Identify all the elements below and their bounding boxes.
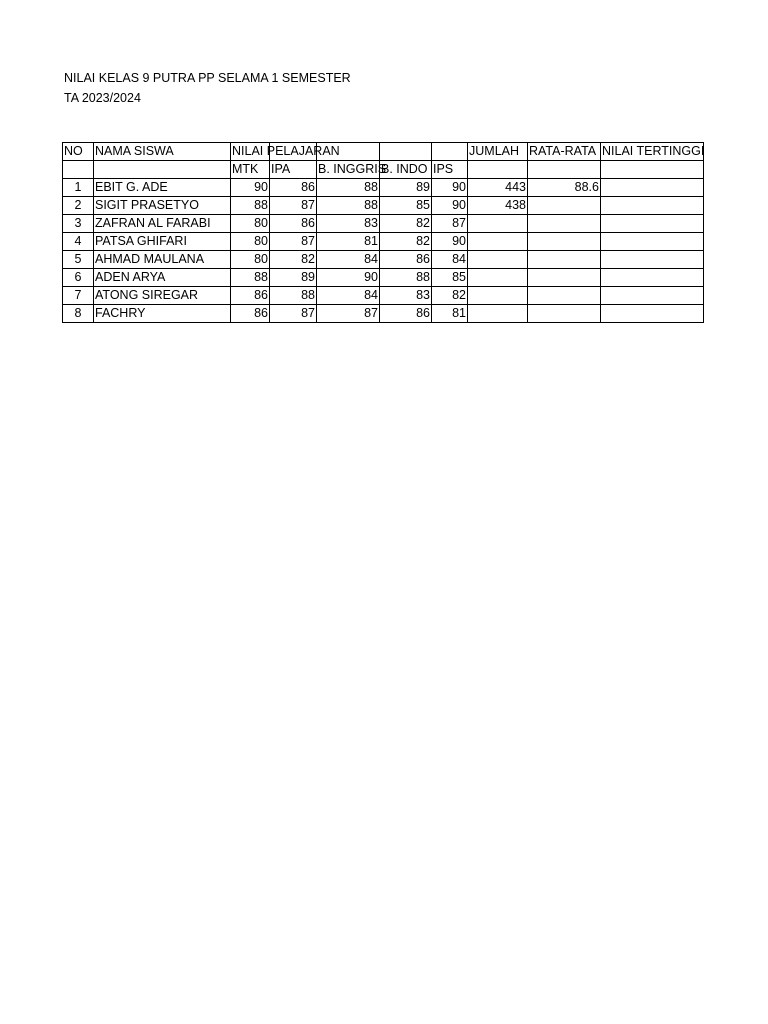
cell-student-name: AHMAD MAULANA [94, 251, 231, 269]
cell-score-ips: 85 [432, 269, 468, 287]
cell-score-b-inggris: 88 [317, 197, 380, 215]
cell-score-b-indo: 86 [380, 251, 432, 269]
cell-score-ips: 82 [432, 287, 468, 305]
cell-score-ips: 87 [432, 215, 468, 233]
header-nilai-tertinggi: NILAI TERTINGGI [601, 143, 704, 161]
cell-score-mtk: 86 [231, 305, 270, 323]
cell-score-b-indo: 86 [380, 305, 432, 323]
cell-jumlah [468, 287, 528, 305]
header-empty-cell [380, 143, 432, 161]
table-row [63, 305, 704, 323]
cell-jumlah [468, 305, 528, 323]
cell-score-b-inggris: 84 [317, 251, 380, 269]
cell-rata-rata [528, 233, 601, 251]
cell-score-b-inggris: 81 [317, 233, 380, 251]
cell-jumlah: 438 [468, 197, 528, 215]
cell-score-b-indo: 83 [380, 287, 432, 305]
cell-score-ips: 90 [432, 197, 468, 215]
cell-score-b-inggris: 88 [317, 179, 380, 197]
cell-score-ips: 81 [432, 305, 468, 323]
header-no: NO [63, 143, 94, 161]
subheader-row [63, 161, 704, 179]
cell-student-name: EBIT G. ADE [94, 179, 231, 197]
subheader-empty-cell [94, 161, 231, 179]
cell-score-ips: 84 [432, 251, 468, 269]
subheader-subject: MTK [231, 161, 270, 179]
cell-jumlah [468, 269, 528, 287]
document-subtitle: TA 2023/2024 [64, 91, 141, 105]
cell-student-name: FACHRY [94, 305, 231, 323]
subheader-empty-cell [528, 161, 601, 179]
cell-score-ipa: 87 [270, 197, 317, 215]
subheader-subject: B. INDO [380, 161, 432, 179]
cell-score-mtk: 88 [231, 197, 270, 215]
cell-no: 6 [63, 269, 94, 287]
cell-jumlah [468, 215, 528, 233]
cell-no: 3 [63, 215, 94, 233]
cell-score-b-inggris: 90 [317, 269, 380, 287]
document-title: NILAI KELAS 9 PUTRA PP SELAMA 1 SEMESTER [64, 71, 351, 85]
cell-nilai-tertinggi [601, 215, 704, 233]
cell-student-name: ADEN ARYA [94, 269, 231, 287]
cell-score-b-indo: 85 [380, 197, 432, 215]
cell-nilai-tertinggi [601, 251, 704, 269]
cell-no: 4 [63, 233, 94, 251]
cell-score-ipa: 87 [270, 305, 317, 323]
cell-no: 1 [63, 179, 94, 197]
cell-nilai-tertinggi [601, 197, 704, 215]
cell-rata-rata [528, 287, 601, 305]
table-row [63, 233, 704, 251]
header-name: NAMA SISWA [94, 143, 231, 161]
table-row [63, 215, 704, 233]
header-subjects-group-label: NILAI PELAJARAN [232, 144, 340, 158]
header-empty-cell [432, 143, 468, 161]
cell-rata-rata: 88.6 [528, 179, 601, 197]
cell-student-name: PATSA GHIFARI [94, 233, 231, 251]
subheader-subject: IPA [270, 161, 317, 179]
cell-nilai-tertinggi [601, 269, 704, 287]
cell-score-mtk: 80 [231, 251, 270, 269]
cell-nilai-tertinggi [601, 287, 704, 305]
cell-score-ips: 90 [432, 233, 468, 251]
header-subjects-group [231, 143, 340, 161]
table-row [63, 287, 704, 305]
cell-score-ipa: 88 [270, 287, 317, 305]
cell-score-ipa: 86 [270, 179, 317, 197]
cell-score-b-inggris: 83 [317, 215, 380, 233]
table-row [63, 269, 704, 287]
cell-rata-rata [528, 215, 601, 233]
cell-no: 5 [63, 251, 94, 269]
cell-jumlah [468, 251, 528, 269]
subheader-subject: IPS [432, 161, 468, 179]
table-row [63, 197, 704, 215]
cell-rata-rata [528, 269, 601, 287]
header-row [63, 143, 704, 161]
cell-score-mtk: 80 [231, 233, 270, 251]
cell-score-mtk: 86 [231, 287, 270, 305]
cell-no: 2 [63, 197, 94, 215]
cell-rata-rata [528, 251, 601, 269]
cell-no: 7 [63, 287, 94, 305]
cell-score-ipa: 86 [270, 215, 317, 233]
cell-score-mtk: 80 [231, 215, 270, 233]
cell-student-name: SIGIT PRASETYO [94, 197, 231, 215]
grades-table [62, 142, 704, 323]
cell-jumlah: 443 [468, 179, 528, 197]
cell-score-mtk: 90 [231, 179, 270, 197]
cell-nilai-tertinggi [601, 233, 704, 251]
cell-score-b-indo: 82 [380, 233, 432, 251]
cell-rata-rata [528, 305, 601, 323]
cell-nilai-tertinggi [601, 179, 704, 197]
subheader-empty-cell [468, 161, 528, 179]
cell-no: 8 [63, 305, 94, 323]
cell-score-b-inggris: 87 [317, 305, 380, 323]
cell-score-mtk: 88 [231, 269, 270, 287]
cell-nilai-tertinggi [601, 305, 704, 323]
cell-student-name: ATONG SIREGAR [94, 287, 231, 305]
cell-score-b-indo: 89 [380, 179, 432, 197]
cell-rata-rata [528, 197, 601, 215]
cell-jumlah [468, 233, 528, 251]
header-jumlah: JUMLAH [468, 143, 528, 161]
cell-score-ips: 90 [432, 179, 468, 197]
subheader-empty-cell [601, 161, 704, 179]
cell-student-name: ZAFRAN AL FARABI [94, 215, 231, 233]
header-rata-rata: RATA-RATA [528, 143, 601, 161]
table-row [63, 179, 704, 197]
cell-score-ipa: 89 [270, 269, 317, 287]
cell-score-b-indo: 88 [380, 269, 432, 287]
cell-score-ipa: 87 [270, 233, 317, 251]
table-row [63, 251, 704, 269]
cell-score-ipa: 82 [270, 251, 317, 269]
subheader-subject: B. INGGRIS [317, 161, 380, 179]
cell-score-b-inggris: 84 [317, 287, 380, 305]
cell-score-b-indo: 82 [380, 215, 432, 233]
subheader-empty-cell [63, 161, 94, 179]
